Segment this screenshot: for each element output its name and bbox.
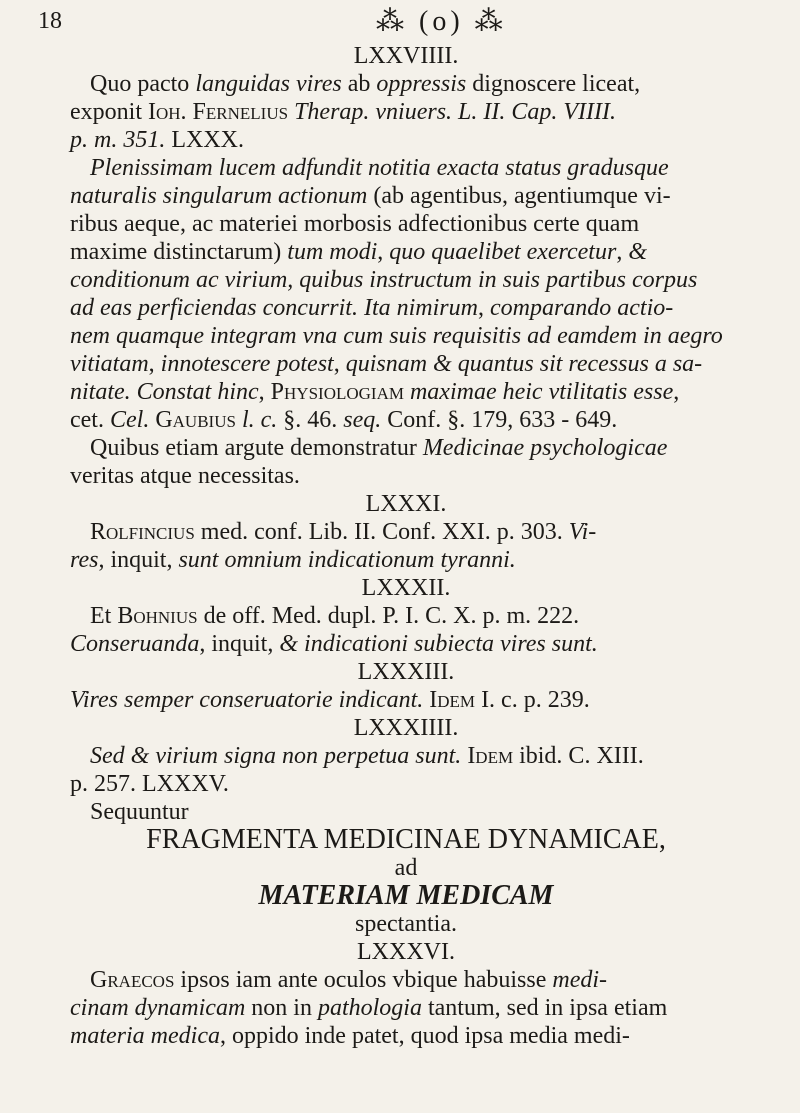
text-span: Quo pacto bbox=[90, 71, 196, 97]
text-line bbox=[70, 378, 742, 406]
text-line bbox=[70, 98, 742, 126]
text-span: maximae heic vtilitatis esse bbox=[409, 379, 674, 405]
text-span: §. 46. bbox=[277, 407, 344, 433]
text-span: nitate. Constat hinc bbox=[70, 379, 259, 405]
text-span: naturalis singularum actionum bbox=[70, 183, 368, 209]
text-span: LXXXII. bbox=[361, 575, 451, 601]
text-span: , bbox=[377, 239, 390, 265]
text-span: medi- bbox=[552, 967, 608, 993]
text-span: spectantia. bbox=[355, 911, 457, 937]
text-line bbox=[70, 966, 742, 994]
text-span: I. c. p. 239. bbox=[475, 687, 590, 713]
text-line bbox=[70, 434, 742, 462]
text-span: Conseruanda bbox=[70, 631, 200, 657]
text-span: Bohnius bbox=[117, 603, 198, 629]
text-span: Sequuntur bbox=[90, 799, 189, 825]
text-span: p. 257. LXXXV. bbox=[70, 771, 229, 797]
text-span: FRAGMENTA MEDICINAE DYNAMICAE, bbox=[146, 824, 666, 855]
text-span: Medicinae psychologicae bbox=[422, 435, 668, 461]
text-span: ab bbox=[341, 71, 377, 97]
text-span: p. m. 351. bbox=[70, 127, 166, 153]
text-span: ipsos iam ante oculos vbique habuisse bbox=[174, 967, 553, 993]
text-span: Ioh. Fernelius bbox=[148, 99, 289, 125]
text-span: Quibus etiam argute demonstratur bbox=[90, 435, 423, 461]
text-span: Conf. §. 179, 633 - 649. bbox=[381, 407, 618, 433]
text-line bbox=[70, 406, 742, 434]
text-span: (ab agentibus, agentiumque vi- bbox=[367, 183, 671, 209]
text-line bbox=[70, 518, 742, 546]
text-line bbox=[70, 938, 742, 966]
text-span: materia medica bbox=[70, 1023, 220, 1049]
text-span: ribus aeque, ac materiei morbosis adfectionibus certe quam bbox=[70, 211, 640, 237]
text-span: tantum, sed in ipsa etiam bbox=[421, 995, 668, 1021]
text-span: Physiologiam bbox=[270, 379, 404, 405]
text-span: med. conf. Lib. II. Conf. XXI. p. 303. bbox=[194, 519, 569, 545]
text-span: oppressis bbox=[376, 71, 467, 97]
text-span: veritas atque necessitas. bbox=[70, 463, 300, 489]
text-line bbox=[70, 630, 742, 658]
text-span: LXXXIIII. bbox=[353, 715, 459, 741]
text-line bbox=[70, 882, 742, 910]
text-span: , bbox=[333, 351, 346, 377]
text-span: conditionum ac virium, quibus instructum in suis partibus corpus bbox=[70, 267, 698, 293]
text-line bbox=[70, 490, 742, 518]
text-line bbox=[70, 350, 742, 378]
text-line bbox=[70, 742, 742, 770]
text-span: , inquit, bbox=[199, 631, 280, 657]
text-span: de off. Med. dupl. P. I. C. X. p. m. 222. bbox=[197, 603, 580, 629]
text-span: LXXXVI. bbox=[357, 939, 455, 965]
text-span: Rolfincius bbox=[90, 519, 195, 545]
text-span: l. c. bbox=[241, 407, 278, 433]
text-line bbox=[70, 574, 742, 602]
text-line bbox=[70, 322, 742, 350]
text-span: maxime distinctarum) bbox=[70, 239, 288, 265]
text-line bbox=[70, 1022, 742, 1050]
text-line bbox=[70, 70, 742, 98]
text-span: dignoscere liceat, bbox=[466, 71, 641, 97]
text-span: quo quaelibet exercetur bbox=[389, 239, 617, 265]
text-span: sunt omnium indicationum tyranni. bbox=[178, 547, 516, 573]
text-line bbox=[70, 854, 742, 882]
page-number: 18 bbox=[38, 8, 62, 34]
text-span: non in bbox=[245, 995, 318, 1021]
text-span: , bbox=[477, 295, 490, 321]
text-span: Sed & virium signa non perpetua sunt. bbox=[90, 743, 462, 769]
text-line bbox=[70, 42, 742, 70]
text-span: Idem bbox=[429, 687, 476, 713]
page-body-text bbox=[70, 42, 742, 1050]
text-span: Vi- bbox=[568, 519, 597, 545]
text-span: Et bbox=[90, 603, 118, 629]
text-span: , bbox=[616, 239, 629, 265]
text-span: vitiatam bbox=[70, 351, 149, 377]
text-line bbox=[70, 210, 742, 238]
text-line bbox=[70, 770, 742, 798]
text-line bbox=[70, 602, 742, 630]
text-line bbox=[70, 294, 742, 322]
text-span: & bbox=[628, 239, 647, 265]
header-ornament: ⁂ (o) ⁂ bbox=[376, 6, 507, 37]
text-span: tum modi bbox=[287, 239, 378, 265]
text-span: Plenissimam lucem adfundit notitia exacta status gradusque bbox=[90, 155, 669, 181]
text-span: ad eas perficiendas concurrit. Ita nimirum bbox=[70, 295, 478, 321]
text-span: nem quamque integram vna cum suis requisitis ad eamdem in aegro bbox=[70, 323, 723, 349]
text-span: LXXX. bbox=[165, 127, 244, 153]
text-span: & indicationi subiecta vires sunt. bbox=[279, 631, 598, 657]
text-span: Graecos bbox=[90, 967, 175, 993]
text-span: quisnam & quantus sit recessus a sa- bbox=[345, 351, 703, 377]
text-span: Gaubius bbox=[155, 407, 236, 433]
text-line bbox=[70, 546, 742, 574]
text-line bbox=[70, 266, 742, 294]
text-span: , bbox=[258, 379, 271, 405]
text-span: languidas bbox=[195, 71, 290, 97]
text-span: seq. bbox=[343, 407, 382, 433]
text-line bbox=[70, 462, 742, 490]
text-span: comparando actio- bbox=[489, 295, 674, 321]
text-line bbox=[70, 154, 742, 182]
text-span: ad bbox=[394, 855, 418, 881]
text-line bbox=[70, 798, 742, 826]
text-span: cet. bbox=[70, 407, 110, 433]
text-span: MATERIAM MEDICAM bbox=[258, 880, 554, 911]
text-span: innotescere potest bbox=[160, 351, 334, 377]
text-line bbox=[70, 910, 742, 938]
text-line bbox=[70, 126, 742, 154]
text-line bbox=[70, 238, 742, 266]
text-span: , bbox=[148, 351, 161, 377]
text-span: Vires semper conseruatorie indicant. bbox=[70, 687, 424, 713]
text-span: exponit bbox=[70, 99, 148, 125]
text-line bbox=[70, 994, 742, 1022]
text-span: Therap. vniuers. L. II. Cap. VIIII. bbox=[294, 99, 617, 125]
text-span: res bbox=[70, 547, 99, 573]
text-line bbox=[70, 182, 742, 210]
text-line bbox=[70, 826, 742, 854]
text-span: LXXVIIII. bbox=[353, 43, 459, 69]
text-line bbox=[70, 658, 742, 686]
text-span: cinam dynamicam bbox=[70, 995, 246, 1021]
text-span: LXXXIII. bbox=[357, 659, 455, 685]
text-span: pathologia bbox=[317, 995, 422, 1021]
text-line bbox=[70, 714, 742, 742]
text-span: LXXXI. bbox=[365, 491, 447, 517]
text-span: vires bbox=[290, 71, 342, 97]
text-span: Idem bbox=[467, 743, 514, 769]
text-span: Cel. bbox=[109, 407, 150, 433]
text-span: , oppido inde patet, quod ipsa media medi- bbox=[219, 1023, 630, 1049]
text-span: , inquit, bbox=[98, 547, 179, 573]
text-span: ibid. C. XIII. bbox=[513, 743, 644, 769]
text-span: , bbox=[673, 379, 680, 405]
text-line bbox=[70, 686, 742, 714]
